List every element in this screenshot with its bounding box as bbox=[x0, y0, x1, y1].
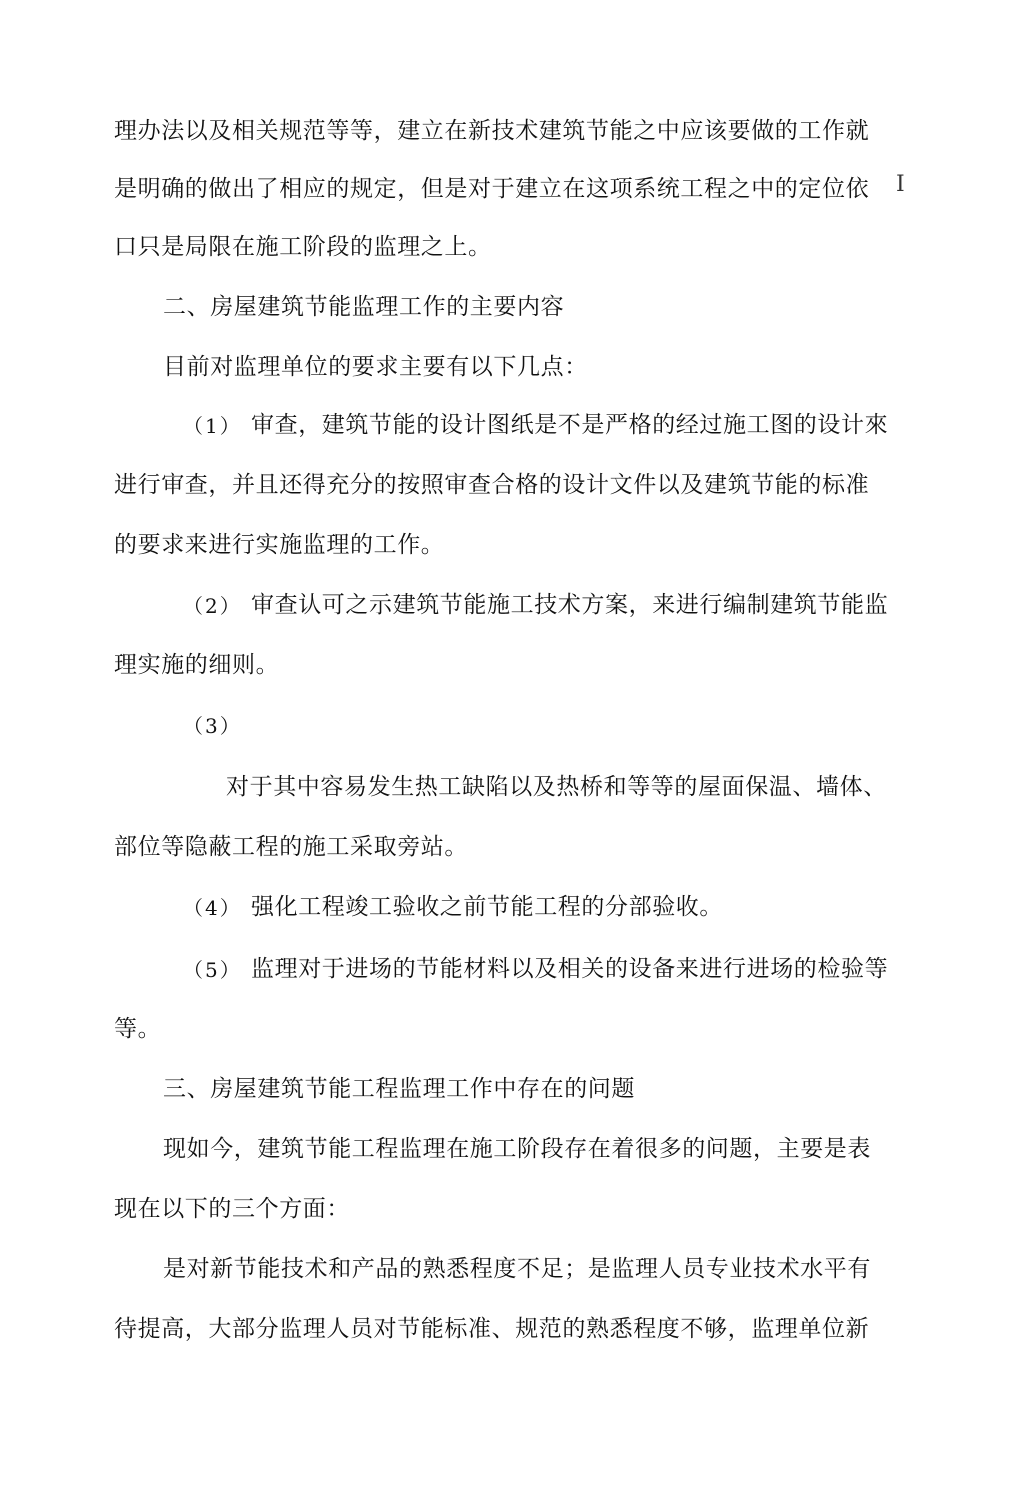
body-line-10: 理实施的细则。 bbox=[114, 652, 280, 678]
body-line-5: 目前对监理单位的要求主要有以下几点： bbox=[163, 354, 588, 380]
body-line-18: 现如今，建筑节能工程监理在施工阶段存在着很多的问题，主要是表 bbox=[163, 1136, 871, 1162]
section-heading-2: 二、房屋建筑节能监理工作的主要内容 bbox=[163, 294, 565, 320]
section-heading-3: 三、房屋建筑节能工程监理工作中存在的问题 bbox=[163, 1076, 635, 1102]
item-2-text: 审查认可之示建筑节能施工技术方案，来进行编制建筑节能监 bbox=[251, 592, 889, 618]
item-number-2: （2） bbox=[183, 594, 242, 618]
text-cursor-icon: I bbox=[896, 172, 905, 197]
item-5-text: 监理对于进场的节能材料以及相关的设备来进行进场的检验等 bbox=[251, 956, 889, 982]
body-line-13: 部位等隐蔽工程的施工采取旁站。 bbox=[114, 834, 468, 860]
item-number-4: （4） bbox=[183, 896, 242, 920]
item-4-text: 强化工程竣工验收之前节能工程的分部验收。 bbox=[251, 894, 723, 920]
body-line-8: 的要求来进行实施监理的工作。 bbox=[114, 532, 445, 558]
body-line-19: 现在以下的三个方面： bbox=[114, 1196, 350, 1222]
body-line-3: 口只是局限在施工阶段的监理之上。 bbox=[114, 234, 492, 260]
body-line-7: 进行审查，并且还得充分的按照审查合格的设计文件以及建筑节能的标准 bbox=[114, 472, 870, 498]
body-line-1: 理办法以及相关规范等等，建立在新技术建筑节能之中应该要做的工作就 bbox=[114, 118, 870, 144]
body-line-20: 是对新节能技术和产品的熟悉程度不足；是监理人员专业技术水平有 bbox=[163, 1256, 871, 1282]
item-number-5: （5） bbox=[183, 958, 242, 982]
item-number-3: （3） bbox=[183, 714, 242, 738]
body-line-16: 等。 bbox=[114, 1016, 162, 1042]
body-line-21: 待提高，大部分监理人员对节能标准、规范的熟悉程度不够，监理单位新 bbox=[114, 1316, 870, 1342]
body-line-2: 是明确的做出了相应的规定，但是对于建立在这项系统工程之中的定位依 bbox=[114, 176, 870, 202]
item-number-1: （1） bbox=[183, 414, 242, 438]
item-1-text: 审查，建筑节能的设计图纸是不是严格的经过施工图的设计來 bbox=[251, 412, 889, 438]
item-3-text: 对于其中容易发生热工缺陷以及热桥和等等的屋面保温、墙体、 bbox=[226, 774, 887, 800]
